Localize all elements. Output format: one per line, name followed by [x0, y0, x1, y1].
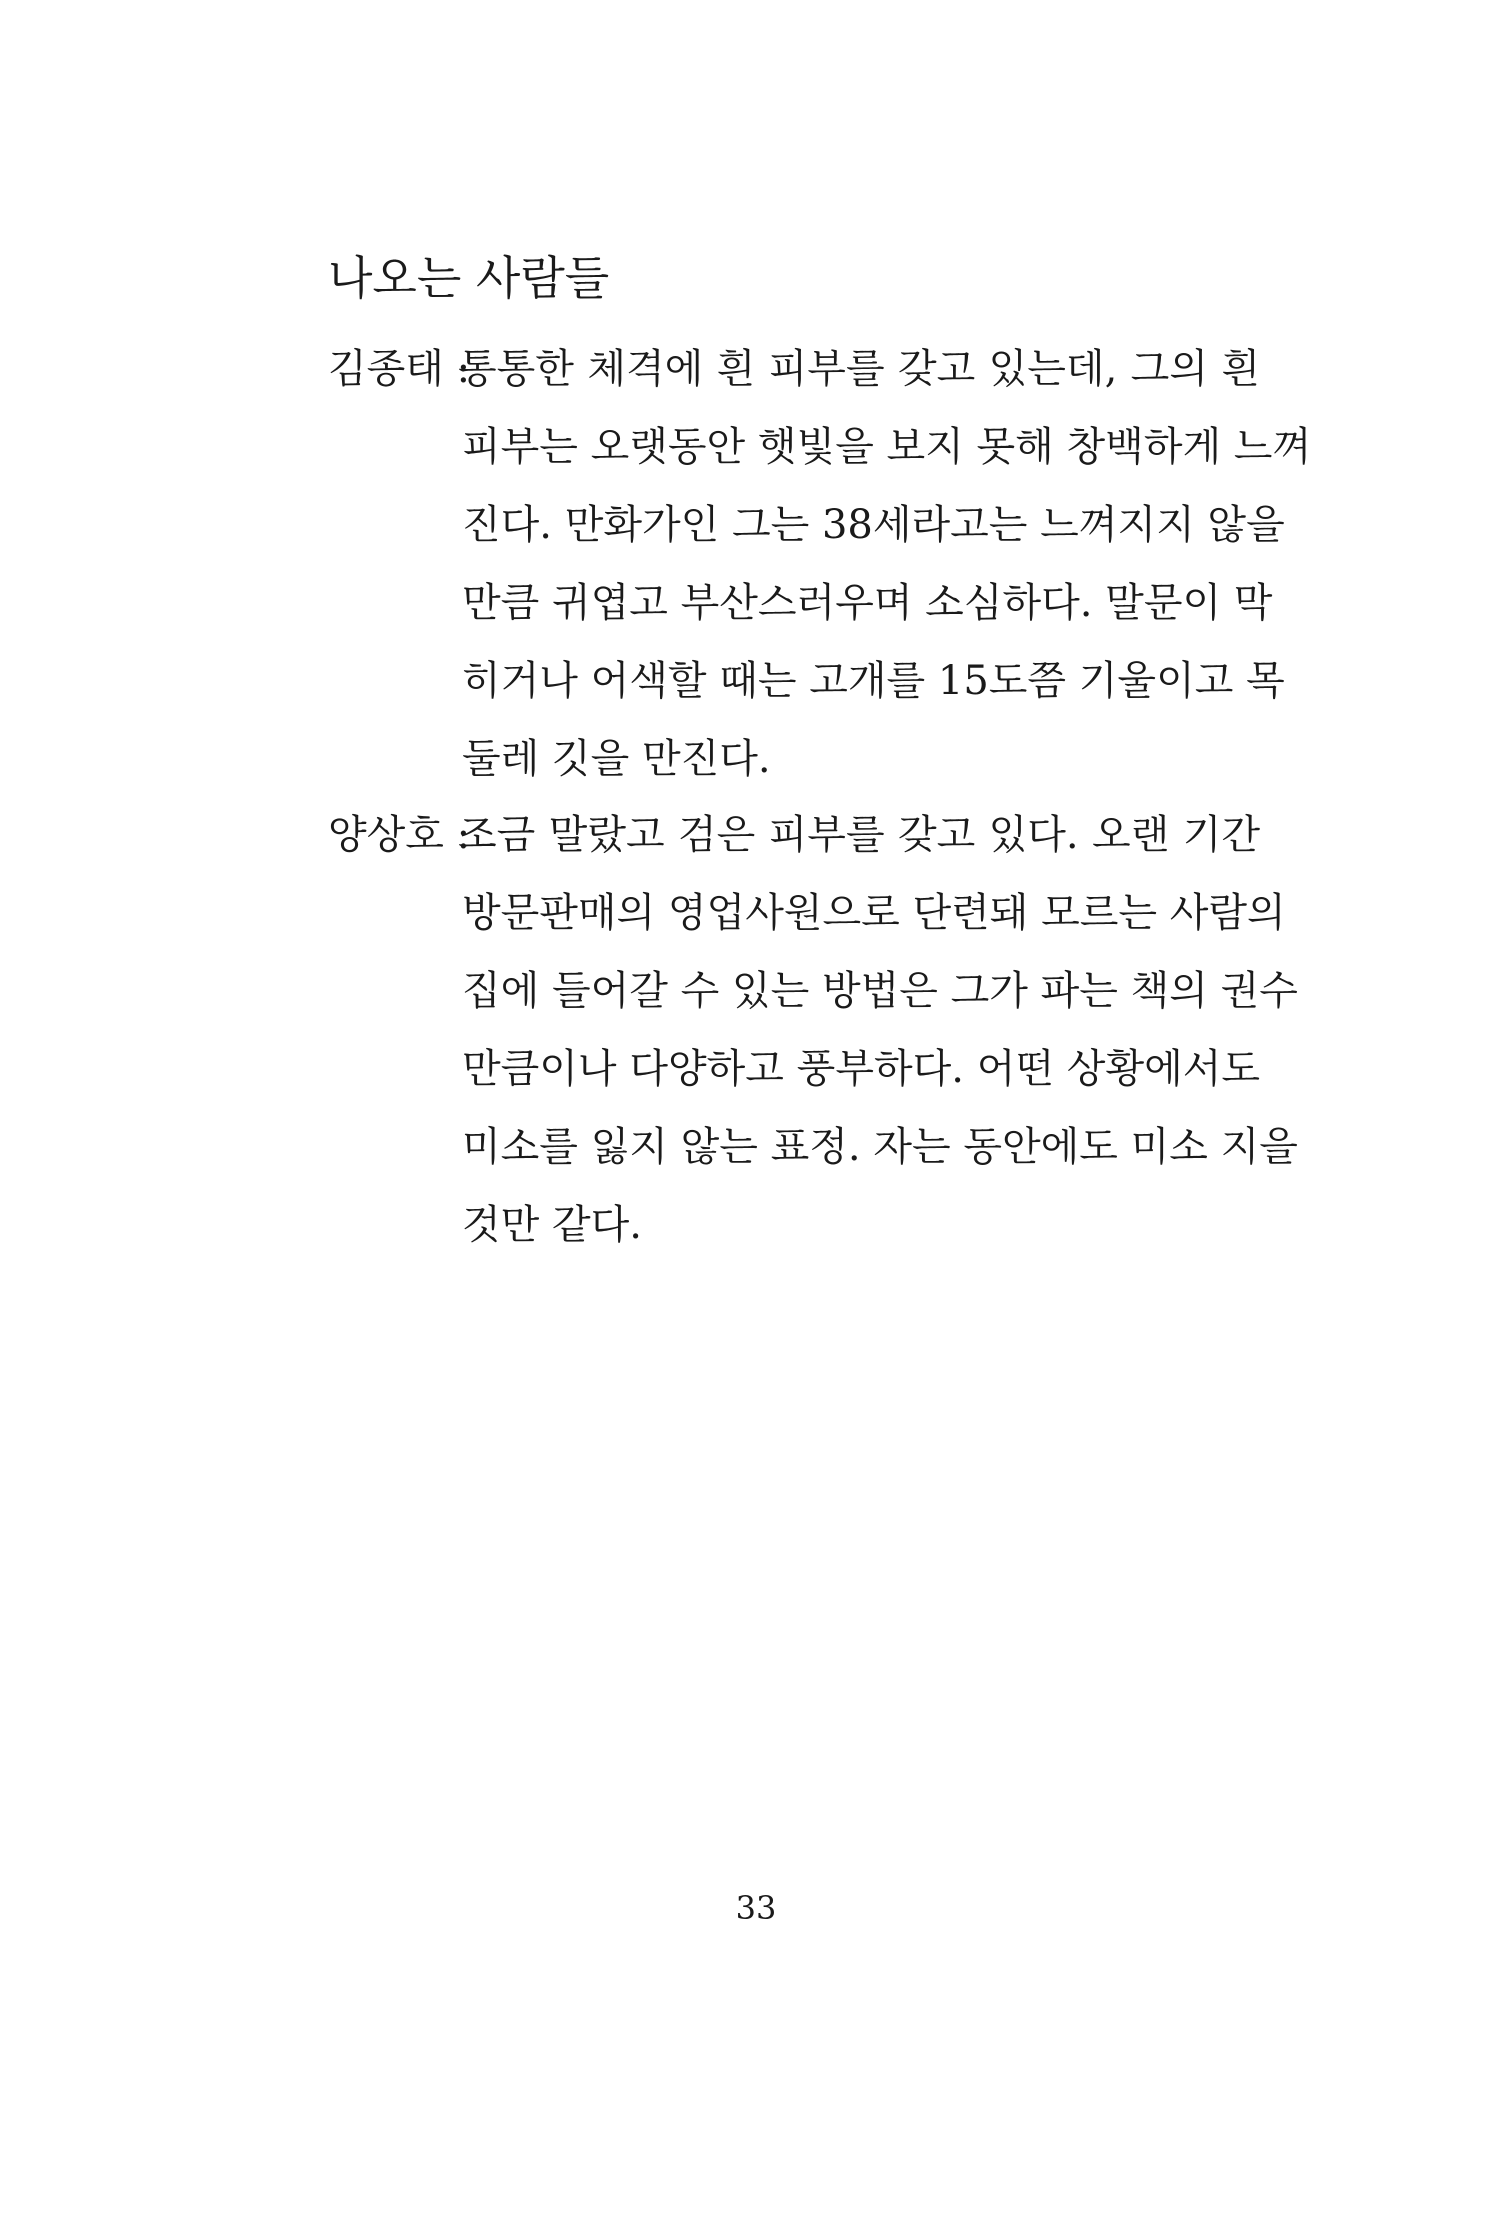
character-description-line: 조금 말랐고 검은 피부를 갖고 있다. 오랜 기간	[458, 812, 1260, 858]
section-title: 나오는 사람들	[328, 251, 610, 305]
character-description-line: 히거나 어색할 때는 고개를 15도쯤 기울이고 목	[462, 658, 1285, 704]
character-description-line: 방문판매의 영업사원으로 단련돼 모르는 사람의	[462, 890, 1286, 936]
character-description-line: 만큼이나 다양하고 풍부하다. 어떤 상황에서도	[462, 1046, 1260, 1092]
character-description-line: 미소를 잃지 않는 표정. 자는 동안에도 미소 지을	[462, 1124, 1298, 1170]
character-description-line: 통통한 체격에 흰 피부를 갖고 있는데, 그의 흰	[458, 346, 1260, 392]
character-description-line: 둘레 깃을 만진다.	[462, 736, 771, 782]
character-description-line: 만큼 귀엽고 부산스러우며 소심하다. 말문이 막	[462, 580, 1273, 626]
character-description-line: 집에 들어갈 수 있는 방법은 그가 파는 책의 권수	[462, 968, 1298, 1014]
page-number: 33	[735, 1889, 777, 1927]
character-name: 김종태 :	[328, 346, 471, 392]
character-name: 양상호 :	[328, 812, 471, 858]
character-description-line: 것만 같다.	[462, 1202, 642, 1248]
character-description-line: 피부는 오랫동안 햇빛을 보지 못해 창백하게 느껴	[462, 424, 1312, 470]
character-description-line: 진다. 만화가인 그는 38세라고는 느껴지지 않을	[462, 502, 1285, 548]
